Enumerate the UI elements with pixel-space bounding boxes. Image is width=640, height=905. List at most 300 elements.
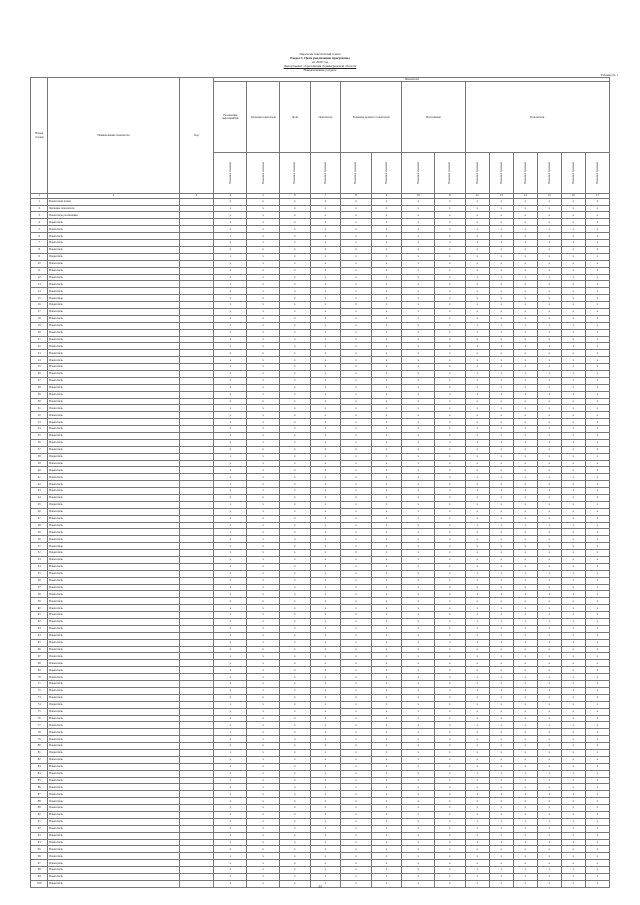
row-value: x bbox=[214, 777, 247, 784]
row-value: x bbox=[371, 322, 402, 329]
row-value: x bbox=[561, 384, 585, 391]
row-value: x bbox=[371, 756, 402, 763]
row-value: x bbox=[247, 281, 280, 288]
row-number: 37 bbox=[31, 446, 48, 453]
row-value: x bbox=[371, 260, 402, 267]
row-name: Показатель bbox=[48, 543, 179, 550]
row-value: x bbox=[341, 660, 372, 667]
row-value: x bbox=[585, 784, 609, 791]
row-value: x bbox=[214, 867, 247, 874]
row-value: x bbox=[585, 419, 609, 426]
row-value: x bbox=[435, 715, 466, 722]
row-code bbox=[179, 853, 214, 860]
row-value: x bbox=[435, 708, 466, 715]
row-value: x bbox=[310, 729, 341, 736]
row-value: x bbox=[435, 226, 466, 233]
row-value: x bbox=[214, 632, 247, 639]
row-value: x bbox=[310, 391, 341, 398]
row-value: x bbox=[247, 364, 280, 371]
row-value: x bbox=[247, 295, 280, 302]
row-value: x bbox=[513, 763, 537, 770]
row-value: x bbox=[371, 198, 402, 205]
table-row bbox=[31, 749, 610, 756]
row-value: x bbox=[402, 370, 435, 377]
row-value: x bbox=[310, 336, 341, 343]
row-value: x bbox=[489, 612, 513, 619]
row-value: x bbox=[585, 646, 609, 653]
row-value: x bbox=[561, 260, 585, 267]
row-value: x bbox=[214, 667, 247, 674]
row-value: x bbox=[465, 219, 489, 226]
row-name: Показатель bbox=[48, 426, 179, 433]
row-value: x bbox=[371, 687, 402, 694]
row-value: x bbox=[513, 625, 537, 632]
row-value: x bbox=[435, 619, 466, 626]
row-value: x bbox=[435, 536, 466, 543]
row-value: x bbox=[489, 694, 513, 701]
row-value: x bbox=[561, 302, 585, 309]
row-value: x bbox=[489, 873, 513, 880]
row-value: x bbox=[280, 867, 311, 874]
row-value: x bbox=[247, 522, 280, 529]
row-value: x bbox=[435, 467, 466, 474]
row-value: x bbox=[341, 336, 372, 343]
row-value: x bbox=[585, 295, 609, 302]
row-value: x bbox=[435, 308, 466, 315]
row-value: x bbox=[561, 708, 585, 715]
row-value: x bbox=[341, 453, 372, 460]
row-value: x bbox=[465, 281, 489, 288]
row-value: x bbox=[371, 770, 402, 777]
row-code bbox=[179, 846, 214, 853]
plan-table bbox=[30, 77, 610, 888]
row-value: x bbox=[585, 481, 609, 488]
row-value: x bbox=[585, 729, 609, 736]
row-value: x bbox=[435, 240, 466, 247]
row-number: 85 bbox=[31, 777, 48, 784]
row-number: 22 bbox=[31, 343, 48, 350]
row-name: Показатель bbox=[48, 329, 179, 336]
row-value: x bbox=[247, 763, 280, 770]
row-value: x bbox=[435, 474, 466, 481]
col-header-number: Номер строки bbox=[31, 78, 48, 194]
row-number: 47 bbox=[31, 515, 48, 522]
row-value: x bbox=[371, 660, 402, 667]
row-value: x bbox=[585, 240, 609, 247]
table-row bbox=[31, 460, 610, 467]
row-value: x bbox=[402, 453, 435, 460]
row-value: x bbox=[402, 329, 435, 336]
row-value: x bbox=[561, 605, 585, 612]
row-value: x bbox=[247, 743, 280, 750]
row-value: x bbox=[310, 219, 341, 226]
row-value: x bbox=[465, 405, 489, 412]
row-number: 67 bbox=[31, 653, 48, 660]
row-value: x bbox=[310, 453, 341, 460]
row-value: x bbox=[214, 880, 247, 887]
row-value: x bbox=[341, 853, 372, 860]
row-value: x bbox=[402, 853, 435, 860]
row-value: x bbox=[214, 495, 247, 502]
row-value: x bbox=[435, 860, 466, 867]
vertical-header-text: Плановое значение bbox=[571, 162, 575, 185]
row-value: x bbox=[585, 253, 609, 260]
row-value: x bbox=[214, 736, 247, 743]
row-value: x bbox=[341, 529, 372, 536]
row-value: x bbox=[465, 570, 489, 577]
table-row bbox=[31, 563, 610, 570]
row-value: x bbox=[465, 343, 489, 350]
row-value: x bbox=[341, 681, 372, 688]
row-value: x bbox=[280, 756, 311, 763]
row-value: x bbox=[310, 832, 341, 839]
row-value: x bbox=[402, 846, 435, 853]
row-number: 38 bbox=[31, 453, 48, 460]
row-number: 53 bbox=[31, 557, 48, 564]
row-value: x bbox=[371, 791, 402, 798]
row-value: x bbox=[435, 591, 466, 598]
row-number: 70 bbox=[31, 674, 48, 681]
row-value: x bbox=[537, 329, 561, 336]
row-value: x bbox=[341, 653, 372, 660]
row-value: x bbox=[280, 495, 311, 502]
row-value: x bbox=[435, 832, 466, 839]
row-value: x bbox=[280, 432, 311, 439]
row-value: x bbox=[489, 805, 513, 812]
header-line-5: Наименование раздела bbox=[303, 68, 337, 72]
row-value: x bbox=[310, 674, 341, 681]
row-value: x bbox=[435, 853, 466, 860]
row-value: x bbox=[310, 343, 341, 350]
row-value: x bbox=[585, 198, 609, 205]
row-value: x bbox=[435, 501, 466, 508]
table-row bbox=[31, 260, 610, 267]
row-value: x bbox=[435, 329, 466, 336]
row-value: x bbox=[435, 508, 466, 515]
row-value: x bbox=[310, 584, 341, 591]
table-row bbox=[31, 853, 610, 860]
table-row bbox=[31, 550, 610, 557]
row-number: 39 bbox=[31, 460, 48, 467]
row-value: x bbox=[435, 212, 466, 219]
row-value: x bbox=[341, 763, 372, 770]
row-value: x bbox=[214, 577, 247, 584]
row-value: x bbox=[247, 584, 280, 591]
row-value: x bbox=[561, 832, 585, 839]
row-value: x bbox=[371, 343, 402, 350]
row-value: x bbox=[280, 302, 311, 309]
row-value: x bbox=[513, 240, 537, 247]
row-value: x bbox=[513, 295, 537, 302]
row-value: x bbox=[310, 853, 341, 860]
row-value: x bbox=[513, 522, 537, 529]
row-value: x bbox=[489, 467, 513, 474]
row-value: x bbox=[371, 488, 402, 495]
row-number: 57 bbox=[31, 584, 48, 591]
row-value: x bbox=[537, 625, 561, 632]
row-value: x bbox=[214, 233, 247, 240]
row-value: x bbox=[402, 557, 435, 564]
row-value: x bbox=[280, 488, 311, 495]
row-value: x bbox=[489, 777, 513, 784]
row-value: x bbox=[280, 398, 311, 405]
row-value: x bbox=[402, 860, 435, 867]
row-value: x bbox=[310, 315, 341, 322]
row-value: x bbox=[561, 432, 585, 439]
row-value: x bbox=[435, 233, 466, 240]
row-value: x bbox=[310, 501, 341, 508]
row-value: x bbox=[585, 701, 609, 708]
row-value: x bbox=[214, 501, 247, 508]
row-value: x bbox=[537, 536, 561, 543]
row-value: x bbox=[561, 715, 585, 722]
row-code bbox=[179, 281, 214, 288]
row-value: x bbox=[341, 770, 372, 777]
row-value: x bbox=[341, 267, 372, 274]
row-code bbox=[179, 515, 214, 522]
row-value: x bbox=[513, 481, 537, 488]
row-value: x bbox=[561, 591, 585, 598]
row-name: Показатель bbox=[48, 453, 179, 460]
row-value: x bbox=[310, 770, 341, 777]
row-value: x bbox=[489, 370, 513, 377]
row-value: x bbox=[280, 557, 311, 564]
row-value: x bbox=[247, 867, 280, 874]
row-value: x bbox=[537, 694, 561, 701]
table-row bbox=[31, 274, 610, 281]
row-value: x bbox=[341, 584, 372, 591]
row-value: x bbox=[247, 495, 280, 502]
row-value: x bbox=[489, 219, 513, 226]
row-value: x bbox=[341, 281, 372, 288]
row-value: x bbox=[280, 260, 311, 267]
row-name: Показатель bbox=[48, 446, 179, 453]
row-value: x bbox=[585, 722, 609, 729]
row-code bbox=[179, 798, 214, 805]
row-name: Показатель bbox=[48, 839, 179, 846]
row-value: x bbox=[310, 722, 341, 729]
row-value: x bbox=[489, 729, 513, 736]
vertical-header bbox=[214, 153, 247, 194]
row-value: x bbox=[341, 398, 372, 405]
row-value: x bbox=[310, 488, 341, 495]
row-name: Показатель bbox=[48, 377, 179, 384]
row-value: x bbox=[561, 612, 585, 619]
row-value: x bbox=[489, 563, 513, 570]
row-code bbox=[179, 701, 214, 708]
row-value: x bbox=[402, 219, 435, 226]
row-value: x bbox=[513, 453, 537, 460]
row-value: x bbox=[247, 405, 280, 412]
row-value: x bbox=[435, 439, 466, 446]
row-value: x bbox=[489, 860, 513, 867]
row-value: x bbox=[585, 584, 609, 591]
table-row bbox=[31, 281, 610, 288]
row-number: 66 bbox=[31, 646, 48, 653]
row-value: x bbox=[435, 674, 466, 681]
row-value: x bbox=[561, 873, 585, 880]
row-value: x bbox=[371, 708, 402, 715]
row-code bbox=[179, 612, 214, 619]
row-value: x bbox=[402, 632, 435, 639]
row-value: x bbox=[214, 419, 247, 426]
row-number: 80 bbox=[31, 743, 48, 750]
row-value: x bbox=[280, 281, 311, 288]
row-value: x bbox=[537, 508, 561, 515]
row-value: x bbox=[214, 557, 247, 564]
row-value: x bbox=[214, 763, 247, 770]
header-line-2: Раздел I. Цели реализации программы bbox=[290, 56, 350, 60]
row-name: Показатель bbox=[48, 240, 179, 247]
row-value: x bbox=[537, 377, 561, 384]
row-value: x bbox=[561, 557, 585, 564]
row-value: x bbox=[465, 205, 489, 212]
table-row bbox=[31, 811, 610, 818]
row-value: x bbox=[247, 460, 280, 467]
row-value: x bbox=[561, 281, 585, 288]
row-value: x bbox=[214, 370, 247, 377]
row-value: x bbox=[341, 777, 372, 784]
table-row bbox=[31, 784, 610, 791]
row-value: x bbox=[561, 481, 585, 488]
row-value: x bbox=[585, 384, 609, 391]
row-value: x bbox=[371, 453, 402, 460]
row-value: x bbox=[537, 322, 561, 329]
row-value: x bbox=[561, 825, 585, 832]
row-value: x bbox=[341, 198, 372, 205]
row-value: x bbox=[341, 315, 372, 322]
row-code bbox=[179, 260, 214, 267]
row-number: 17 bbox=[31, 308, 48, 315]
row-value: x bbox=[489, 439, 513, 446]
table-row bbox=[31, 377, 610, 384]
row-number: 55 bbox=[31, 570, 48, 577]
row-value: x bbox=[247, 246, 280, 253]
row-value: x bbox=[402, 818, 435, 825]
row-value: x bbox=[371, 405, 402, 412]
row-value: x bbox=[371, 639, 402, 646]
row-code bbox=[179, 508, 214, 515]
row-number: 42 bbox=[31, 481, 48, 488]
row-code bbox=[179, 274, 214, 281]
row-value: x bbox=[214, 384, 247, 391]
row-value: x bbox=[247, 632, 280, 639]
row-value: x bbox=[402, 653, 435, 660]
row-value: x bbox=[513, 336, 537, 343]
row-value: x bbox=[371, 818, 402, 825]
table-row bbox=[31, 522, 610, 529]
row-value: x bbox=[537, 412, 561, 419]
row-value: x bbox=[435, 784, 466, 791]
row-code bbox=[179, 625, 214, 632]
row-value: x bbox=[465, 550, 489, 557]
table-row bbox=[31, 212, 610, 219]
row-value: x bbox=[489, 577, 513, 584]
row-value: x bbox=[489, 715, 513, 722]
row-value: x bbox=[310, 639, 341, 646]
row-value: x bbox=[402, 667, 435, 674]
row-value: x bbox=[513, 302, 537, 309]
vertical-header bbox=[435, 153, 466, 194]
table-row bbox=[31, 818, 610, 825]
row-value: x bbox=[465, 646, 489, 653]
row-code bbox=[179, 736, 214, 743]
row-name: Показатель bbox=[48, 495, 179, 502]
row-value: x bbox=[341, 343, 372, 350]
row-value: x bbox=[280, 329, 311, 336]
row-value: x bbox=[341, 736, 372, 743]
row-name: Показатель bbox=[48, 550, 179, 557]
row-value: x bbox=[537, 343, 561, 350]
row-value: x bbox=[585, 467, 609, 474]
row-value: x bbox=[341, 212, 372, 219]
row-value: x bbox=[537, 639, 561, 646]
row-value: x bbox=[513, 308, 537, 315]
row-value: x bbox=[247, 260, 280, 267]
row-value: x bbox=[247, 591, 280, 598]
row-value: x bbox=[402, 832, 435, 839]
row-value: x bbox=[513, 322, 537, 329]
row-value: x bbox=[489, 743, 513, 750]
column-number: 8 bbox=[341, 194, 372, 199]
row-value: x bbox=[561, 329, 585, 336]
row-value: x bbox=[402, 880, 435, 887]
row-code bbox=[179, 288, 214, 295]
row-value: x bbox=[489, 570, 513, 577]
row-value: x bbox=[489, 398, 513, 405]
row-value: x bbox=[402, 495, 435, 502]
row-value: x bbox=[489, 687, 513, 694]
row-code bbox=[179, 839, 214, 846]
row-value: x bbox=[310, 370, 341, 377]
row-value: x bbox=[465, 198, 489, 205]
row-value: x bbox=[489, 233, 513, 240]
row-value: x bbox=[371, 508, 402, 515]
row-value: x bbox=[402, 322, 435, 329]
row-value: x bbox=[402, 763, 435, 770]
column-number: 16 bbox=[561, 194, 585, 199]
row-value: x bbox=[280, 439, 311, 446]
row-value: x bbox=[280, 681, 311, 688]
row-value: x bbox=[489, 736, 513, 743]
row-value: x bbox=[435, 667, 466, 674]
row-value: x bbox=[371, 329, 402, 336]
row-value: x bbox=[465, 460, 489, 467]
row-value: x bbox=[585, 612, 609, 619]
row-value: x bbox=[402, 315, 435, 322]
row-value: x bbox=[537, 357, 561, 364]
row-name: Показатель bbox=[48, 474, 179, 481]
table-row bbox=[31, 488, 610, 495]
row-value: x bbox=[561, 219, 585, 226]
row-value: x bbox=[513, 805, 537, 812]
row-value: x bbox=[371, 419, 402, 426]
row-name: Показатель bbox=[48, 632, 179, 639]
row-value: x bbox=[280, 467, 311, 474]
vertical-header-text: Плановое значение bbox=[475, 162, 479, 185]
row-value: x bbox=[435, 743, 466, 750]
row-value: x bbox=[435, 763, 466, 770]
row-value: x bbox=[465, 591, 489, 598]
row-value: x bbox=[402, 605, 435, 612]
row-value: x bbox=[489, 591, 513, 598]
row-value: x bbox=[214, 529, 247, 536]
row-number: 28 bbox=[31, 384, 48, 391]
row-value: x bbox=[465, 439, 489, 446]
row-value: x bbox=[435, 419, 466, 426]
row-number: 50 bbox=[31, 536, 48, 543]
row-value: x bbox=[341, 391, 372, 398]
